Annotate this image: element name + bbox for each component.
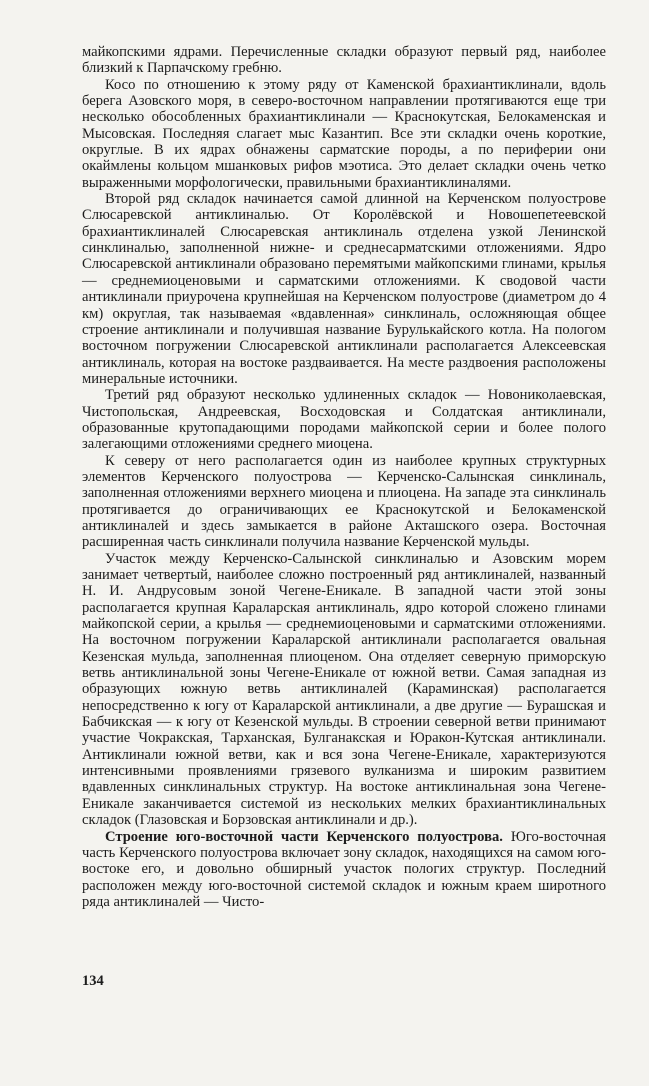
- paragraph-fourth-row: Участок между Керченско-Салынской синклиналью и Азовским морем занимает четвертый, наиболее сложно построенный ряд антиклиналей, названный Н. И. Андрусовым зоной Чегене-Еникале. В западной части этой зоны располагается крупная Караларская антиклиналь, ядро которой сложено глинами майкопской серии, а крылья — среднемиоценовыми и сарматскими отложениями. На восточном погружении Караларской антиклинали располагается овальная Кезенская мульда, заполненная плиоценом. Она отделяет северную приморскую ветвь антиклинальной зоны Чегене-Еникале от южной ветви. Самая западная из образующих южную ветвь антиклиналей (Караминская) располагается непосредственно к югу от Караларской антиклинали, а две другие — Бурашская и Бабчикская — к югу от Кезенской мульды. В строении северной ветви принимают участие Чокракская, Тарханская, Булганакская и Юракон-Кутская антиклинали. Антиклинали южной ветви, как и вся зона Чегене-Еникале, характеризуются интенсивными проявлениями грязевого вулканизма и широким развитием вдавленных синклинальных структур. На востоке антиклинальная зона Чегене-Еникале заканчивается системой из нескольких мелких брахиантиклинальных складок (Глазовская и Борзовская антиклинали и др.).: [82, 550, 606, 829]
- paragraph-kazantip: Косо по отношению к этому ряду от Каменской брахиантиклинали, вдоль берега Азовского моря, в северо-восточном направлении протягиваются еще три несколько обособленных брахиантиклинали — Краснокутская, Белокаменская и Мысовская. Последняя слагает мыс Казантип. Все эти складки очень короткие, округлые. В их ядрах обнажены сарматские породы, а по периферии они окаймлены кольцом мшанковых рифов мэотиса. Это делает складки очень четко выраженными морфологически, правильными брахиантиклиналями.: [82, 76, 606, 191]
- paragraph-third-row: Третий ряд образуют несколько удлиненных складок — Новониколаевская, Чистопольская, Андреевская, Восходовская и Солдатская антиклинали, образованные крутопадающими породами майкопской серии и более полого залегающими отложениями среднего миоцена.: [82, 387, 606, 453]
- page-body: [82, 44, 606, 910]
- paragraph-continued: майкопскими ядрами. Перечисленные складки образуют первый ряд, наиболее близкий к Парпачскому гребню.: [82, 44, 606, 77]
- section-text: Юго-восточная часть Керченского полуострова включает зону складок, находящихся на самом юго-востоке его, и довольно обширный участок пологих структур. Последний расположен между юго-восточной системой складок и южным краем широтного ряда антиклиналей — Чисто-: [82, 828, 606, 910]
- paragraph-second-row: Второй ряд складок начинается самой длинной на Керченском полуострове Слюсаревской антиклиналью. От Королёвской и Новошепетеевской брахиантиклиналей Слюсаревская антиклиналь отделена узкой Ленинской синклиналью, заполненной нижне- и среднесарматскими отложениями. Ядро Слюсаревской антиклинали образовано перемятыми майкопскими глинами, крылья — среднемиоценовыми и сарматскими отложениями. К сводовой части антиклинали приурочена крупнейшая на Керченском полуострове (диаметром до 4 км) округлая, так называемая «вдавленная» синклиналь, осложняющая общее строение антиклинали и получившая название Бурулькайского котла. На пологом восточном погружении Слюсаревской антиклинали располагается Алексеевская антиклиналь, которая на востоке раздваивается. На месте раздвоения расположены минеральные источники.: [82, 191, 606, 387]
- section-title: Строение юго-восточной части Керченского полуострова.: [105, 828, 503, 845]
- page-number: 134: [82, 973, 104, 989]
- paragraph-section: [82, 829, 606, 911]
- paragraph-kerch-salyn: К северу от него располагается один из наиболее крупных структурных элементов Керченского полуострова — Керченско-Салынская синклиналь, заполненная отложениями верхнего миоцена и плиоцена. На западе эта синклиналь протягивается до ограничивающих ее Краснокутской и Белокаменской антиклиналей и здесь замыкается в районе Акташского озера. Восточная расширенная часть синклинали получила название Керченской мульды.: [82, 452, 606, 551]
